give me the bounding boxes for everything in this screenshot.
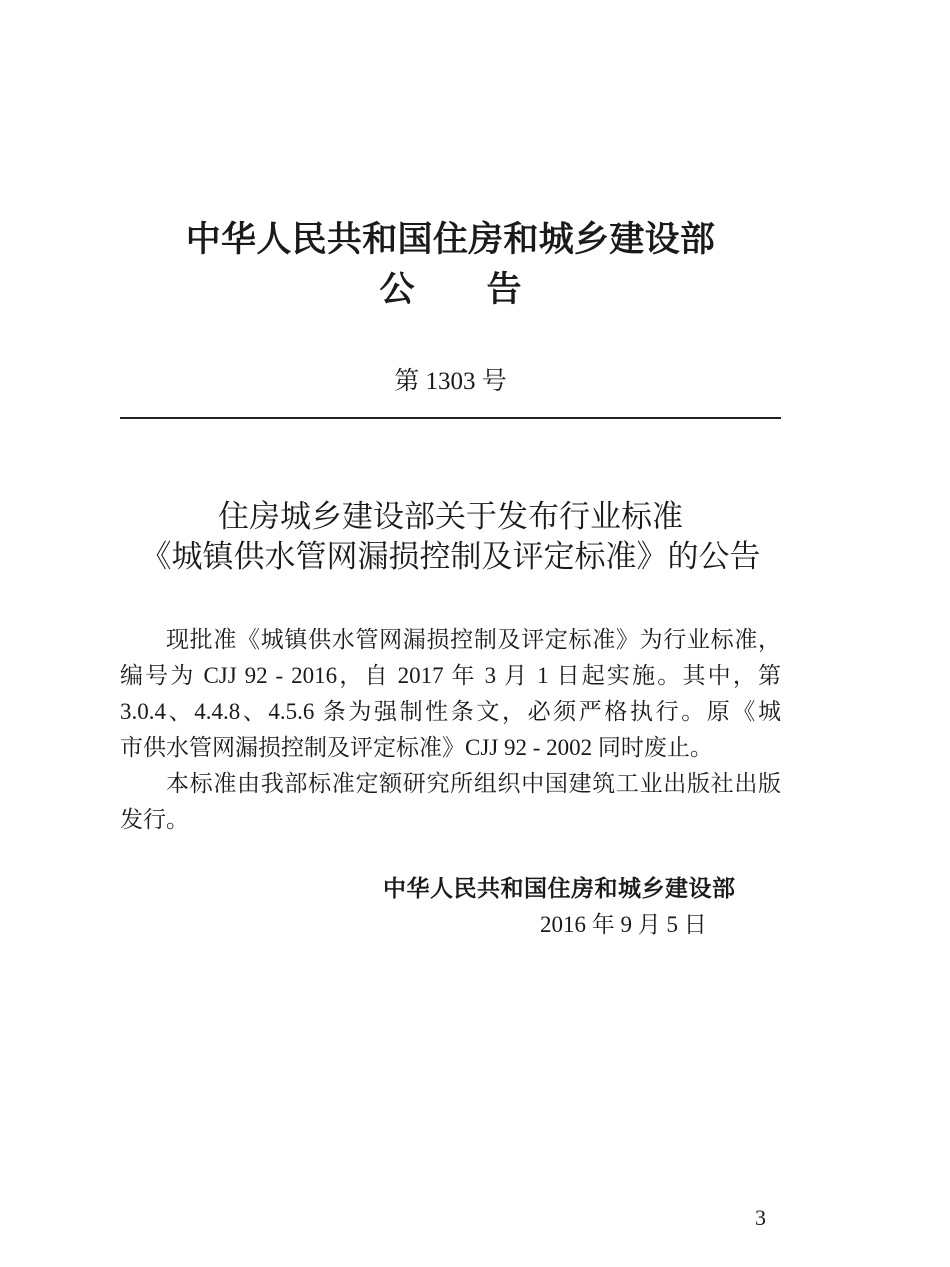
body-line: 发行。: [120, 807, 189, 832]
announcement-number: 第 1303 号: [394, 368, 507, 395]
body-line: 市供水管网漏损控制及评定标准》CJJ 92 - 2002 同时废止。: [120, 735, 713, 760]
issuer-heading: 中华人民共和国住房和城乡建设部: [185, 219, 716, 260]
header-divider: [120, 417, 781, 419]
body-line: 现批准《城镇供水管网漏损控制及评定标准》为行业标准，: [166, 627, 781, 652]
body-line: 本标准由我部标准定额研究所组织中国建筑工业出版社出版: [166, 771, 781, 796]
signature-issuer: 中华人民共和国住房和城乡建设部: [383, 876, 736, 902]
body-line: 编号为 CJJ 92 - 2016，自 2017 年 3 月 1 日起实施。其中，第: [120, 663, 781, 688]
announcement-title: [120, 497, 781, 577]
body-paragraph: [120, 622, 781, 766]
page-number: 3: [755, 1205, 766, 1230]
title-line: 《城镇供水管网漏损控制及评定标准》的公告: [140, 539, 761, 574]
announcement-label: 公告: [379, 269, 594, 310]
title-line: 住房城乡建设部关于发布行业标准: [218, 499, 683, 534]
body-line: 3.0.4、4.4.8、4.5.6 条为强制性条文，必须严格执行。原《城: [120, 699, 781, 724]
announcement-body: [120, 622, 781, 838]
body-paragraph: [120, 766, 781, 838]
signature-date: 2016 年 9 月 5 日: [540, 912, 707, 937]
